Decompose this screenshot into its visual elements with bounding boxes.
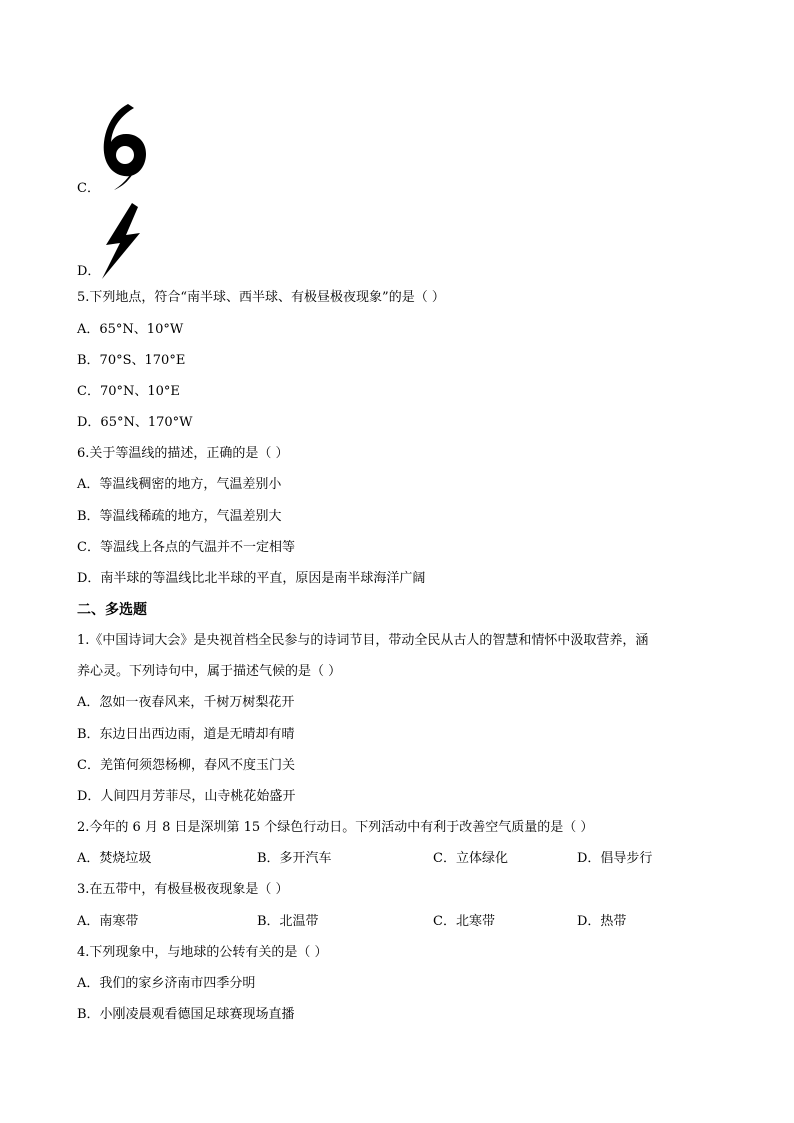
multi-question-2-option-a: A．焚烧垃圾 (77, 851, 152, 866)
multi-question-1-stem-line1: 1.《中国诗词大会》是央视首档全民参与的诗词节目，带动全民从古人的智慧和情怀中汲取营养，涵 (77, 633, 649, 648)
typhoon-symbol-icon (98, 100, 150, 190)
multi-question-3-option-b: B．北温带 (257, 914, 319, 929)
multi-question-4-option-b: B．小刚凌晨观看德国足球赛现场直播 (77, 1007, 295, 1022)
multi-question-3-stem: 3.在五带中，有极昼极夜现象是（ ） (77, 882, 289, 897)
multi-question-1-option-c: C．羌笛何须怨杨柳，春风不度玉门关 (77, 758, 295, 773)
option-c-label: C． (77, 181, 100, 196)
multi-question-4-option-a: A．我们的家乡济南市四季分明 (77, 976, 256, 991)
question-5-option-a: A．65°N、10°W (77, 322, 184, 337)
option-d-label: D． (77, 264, 101, 279)
multi-question-4-stem: 4.下列现象中，与地球的公转有关的是（ ） (77, 945, 328, 960)
multi-question-1-option-a: A．忽如一夜春风来，千树万树梨花开 (77, 695, 295, 710)
question-6-option-a: A．等温线稠密的地方，气温差别小 (77, 477, 282, 492)
multi-question-1-stem-line2: 养心灵。下列诗句中，属于描述气候的是（ ） (77, 664, 342, 679)
multi-question-2-stem: 2.今年的 6 月 8 日是深圳第 15 个绿色行动日。下列活动中有利于改善空气质量的是（ ） (77, 820, 594, 835)
question-5-option-c: C．70°N、10°E (77, 384, 180, 399)
multi-question-3-option-c: C．北寒带 (433, 914, 495, 929)
question-5-option-d: D．65°N、170°W (77, 415, 193, 430)
multi-question-1-option-d: D．人间四月芳菲尽，山寺桃花始盛开 (77, 789, 296, 804)
section-heading: 二、多选题 (77, 602, 147, 618)
multi-question-2-option-d: D．倡导步行 (577, 851, 653, 866)
question-6-option-b: B．等温线稀疏的地方，气温差别大 (77, 509, 282, 524)
lightning-bolt-icon (98, 203, 146, 279)
question-6-option-c: C．等温线上各点的气温并不一定相等 (77, 540, 295, 555)
multi-question-3-option-a: A．南寒带 (77, 914, 139, 929)
multi-question-2-option-c: C．立体绿化 (433, 851, 508, 866)
multi-question-1-option-b: B．东边日出西边雨，道是无晴却有晴 (77, 727, 295, 742)
question-5-stem: 5.下列地点，符合“南半球、西半球、有极昼极夜现象”的是（ ） (77, 290, 445, 305)
multi-question-3-option-d: D．热带 (577, 914, 627, 929)
multi-question-2-option-b: B．多开汽车 (257, 851, 332, 866)
question-6-stem: 6.关于等温线的描述，正确的是（ ） (77, 446, 289, 461)
question-5-option-b: B．70°S、170°E (77, 353, 186, 368)
question-6-option-d: D．南半球的等温线比北半球的平直，原因是南半球海洋广阔 (77, 571, 426, 586)
